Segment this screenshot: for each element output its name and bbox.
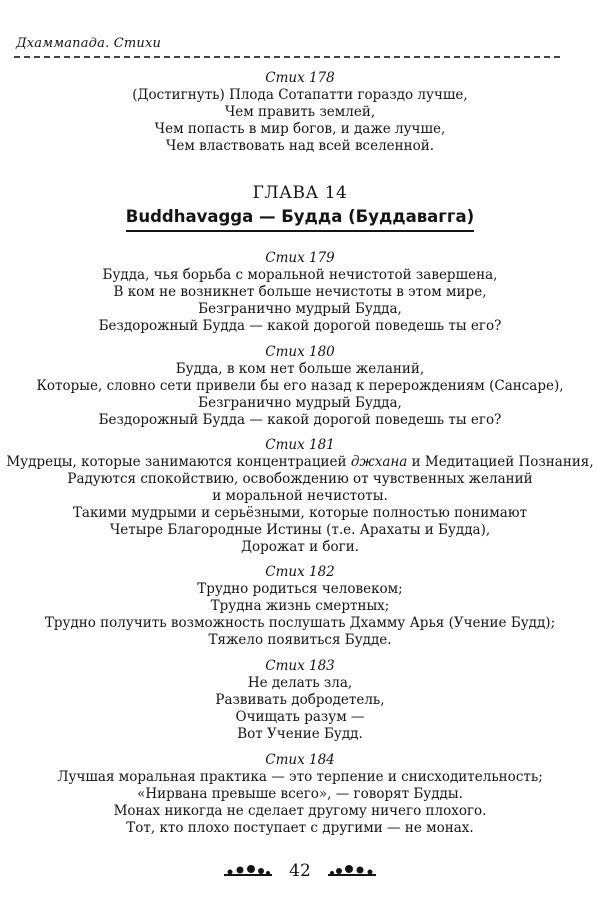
chapter-title: ГЛАВА 14 [252, 183, 348, 203]
verse-title: Стих 184 [265, 752, 335, 768]
verse-179 [0, 250, 600, 335]
left-ornament-icon [222, 864, 274, 878]
right-ornament-icon [326, 864, 378, 878]
verse-line: Четыре Благородные Истины (т.е. Арахаты и Будда), [109, 522, 491, 538]
verse-title: Стих 180 [265, 344, 335, 360]
verse-line: и моральной нечистоты. [212, 488, 388, 504]
verse-title: Стих 179 [265, 250, 335, 266]
verse-line: (Достигнуть) Плода Сотапатти гораздо лучше, [132, 87, 468, 103]
verse-line: Не делать зла, [247, 675, 353, 691]
verse-line: Лучшая моральная практика — это терпение и снисходительность; [57, 769, 543, 785]
italic-term: джхана [350, 454, 408, 470]
verse-line: Которые, словно сети привели бы его назад к перерождениям (Сансаре), [36, 378, 564, 394]
page-number: 42 [289, 860, 311, 881]
verse-line: Трудно получить возможность послушать Дхамму Арья (Учение Будд); [44, 615, 556, 631]
verse-line: Очищать разум — [235, 709, 365, 725]
chapter-subtitle-wrap [0, 207, 600, 232]
verse-182 [0, 564, 600, 649]
verse-title: Стих 182 [265, 564, 335, 580]
verse-line: Такими мудрыми и серьёзными, которые полностью понимают [72, 505, 528, 521]
verse-line: Монах никогда не сделает другому ничего плохого. [113, 803, 487, 819]
verse-title: Стих 178 [265, 70, 335, 86]
verse-line: Дорожат и боги. [240, 539, 359, 555]
running-header: Дхаммапада. Стихи [16, 36, 162, 51]
verse-line: Развивать добродетель, [215, 692, 385, 708]
verse-line: В ком не возникнет больше нечистоты в этом мире, [113, 284, 487, 300]
verse-178 [0, 70, 600, 155]
verse-line: Бездорожный Будда — какой дорогой поведешь ты его? [98, 318, 502, 334]
verse-line: Безгранично мудрый Будда, [198, 301, 402, 317]
verse-184 [0, 752, 600, 837]
verse-title: Стих 181 [265, 437, 335, 453]
verse-line: Тяжело появиться Будде. [208, 632, 392, 648]
verse-line-part: и Медитацией Познания, [407, 454, 594, 470]
header-rule [14, 56, 560, 58]
verse-180 [0, 344, 600, 429]
verse-line: Чем править землей, [224, 104, 376, 120]
verse-181 [0, 437, 600, 556]
verse-line: Безгранично мудрый Будда, [198, 395, 402, 411]
verse-line: Бездорожный Будда — какой дорогой поведешь ты его? [98, 412, 502, 428]
verse-line: Будда, чья борьба с моральной нечистотой завершена, [102, 267, 498, 283]
verse-line: Трудна жизнь смертных; [210, 598, 390, 614]
verse-line: Трудно родиться человеком; [197, 581, 403, 597]
verse-183 [0, 658, 600, 743]
verse-line-part: Мудрецы, которые занимаются концентрацией [6, 454, 351, 470]
page-footer [0, 860, 600, 886]
verse-line: Вот Учение Будд. [237, 726, 363, 742]
verse-line: Тот, кто плохо поступает с другими — не монах. [126, 820, 474, 836]
verse-line: Чем попасть в мир богов, и даже лучше, [154, 121, 446, 137]
chapter-subtitle: Buddhavagga — Будда (Буддавагга) [126, 207, 474, 232]
verse-title: Стих 183 [265, 658, 335, 674]
verse-line: Радуются спокойствию, освобождению от чувственных желаний [67, 471, 533, 487]
verse-line: Чем властвовать над всей вселенной. [165, 138, 435, 154]
verse-line: «Нирвана превыше всего», — говорят Будды. [137, 786, 463, 802]
verse-line [0, 454, 600, 471]
verse-line: Будда, в ком нет больше желаний, [175, 361, 425, 377]
